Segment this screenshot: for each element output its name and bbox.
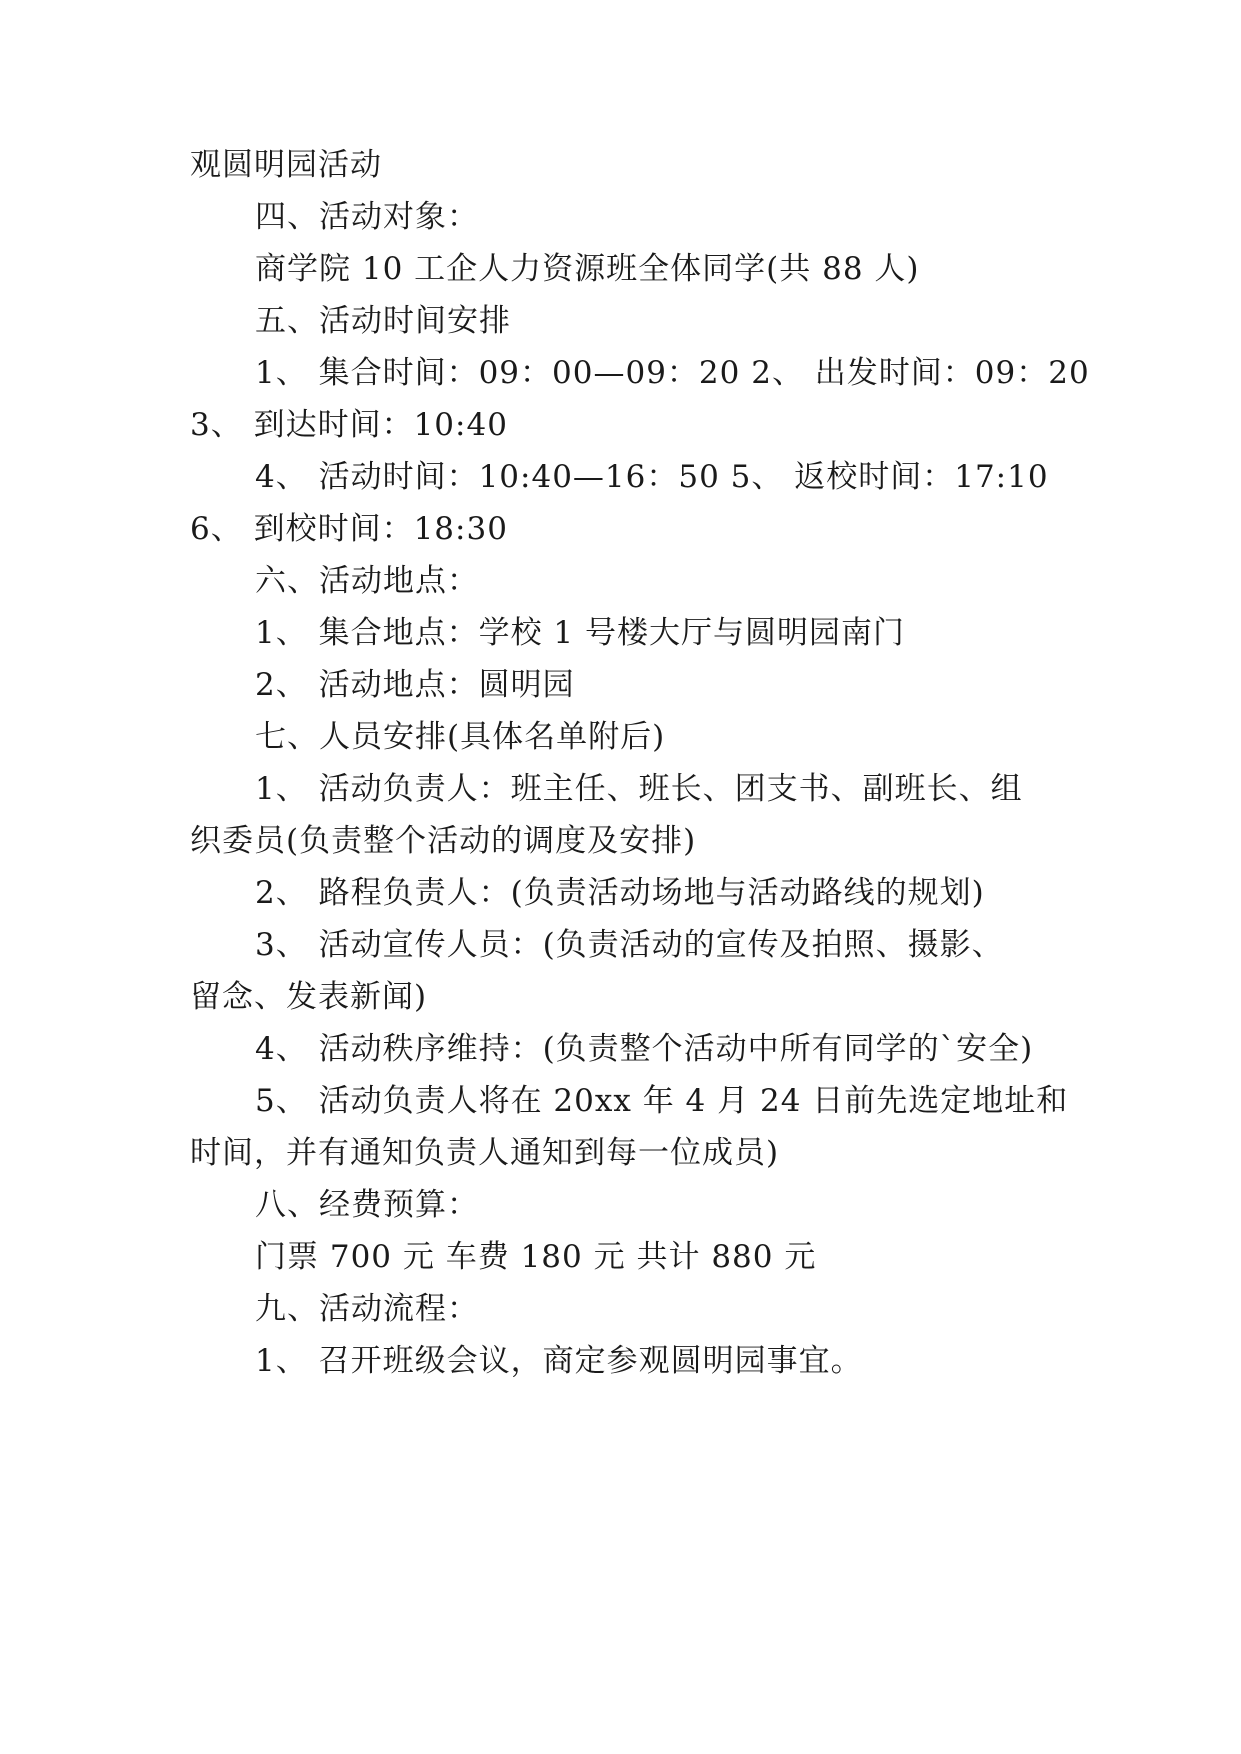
- text-line: 织委员(负责整个活动的调度及安排): [190, 823, 697, 859]
- text-line: 2、 路程负责人：(负责活动场地与活动路线的规划): [255, 875, 985, 911]
- text-line: 4、 活动时间：10:40—16：50 5、 返校时间：17:10: [255, 459, 1049, 495]
- text-line: 1、 集合地点：学校 1 号楼大厅与圆明园南门: [255, 615, 906, 651]
- section-heading: 七、人员安排(具体名单附后): [255, 719, 666, 755]
- text-line: 观圆明园活动: [190, 147, 382, 183]
- text-line: 3、 活动宣传人员：(负责活动的宣传及拍照、摄影、: [255, 927, 1004, 963]
- section-heading: 八、经费预算：: [255, 1187, 479, 1223]
- section-heading: 五、活动时间安排: [255, 303, 511, 339]
- text-line: 6、 到校时间：18:30: [190, 511, 508, 547]
- text-line: 1、 集合时间：09：00—09：20 2、 出发时间：09：20: [255, 355, 1090, 391]
- text-line: 3、 到达时间：10:40: [190, 407, 508, 443]
- text-line: 商学院 10 工企人力资源班全体同学(共 88 人): [255, 251, 920, 287]
- text-line: 1、 召开班级会议，商定参观圆明园事宜。: [255, 1343, 863, 1379]
- section-heading: 九、活动流程：: [255, 1291, 479, 1327]
- text-line: 5、 活动负责人将在 20xx 年 4 月 24 日前先选定地址和: [255, 1083, 1069, 1119]
- text-line: 2、 活动地点：圆明园: [255, 667, 575, 703]
- section-heading: 六、活动地点：: [255, 563, 479, 599]
- text-line: 门票 700 元 车费 180 元 共计 880 元: [255, 1239, 817, 1275]
- section-heading: 四、活动对象：: [255, 199, 479, 235]
- text-line: 1、 活动负责人：班主任、班长、团支书、副班长、组: [255, 771, 1023, 807]
- text-line: 时间，并有通知负责人通知到每一位成员): [190, 1135, 780, 1171]
- text-line: 留念、发表新闻): [190, 979, 428, 1015]
- text-line: 4、 活动秩序维持：(负责整个活动中所有同学的`安全): [255, 1031, 1034, 1067]
